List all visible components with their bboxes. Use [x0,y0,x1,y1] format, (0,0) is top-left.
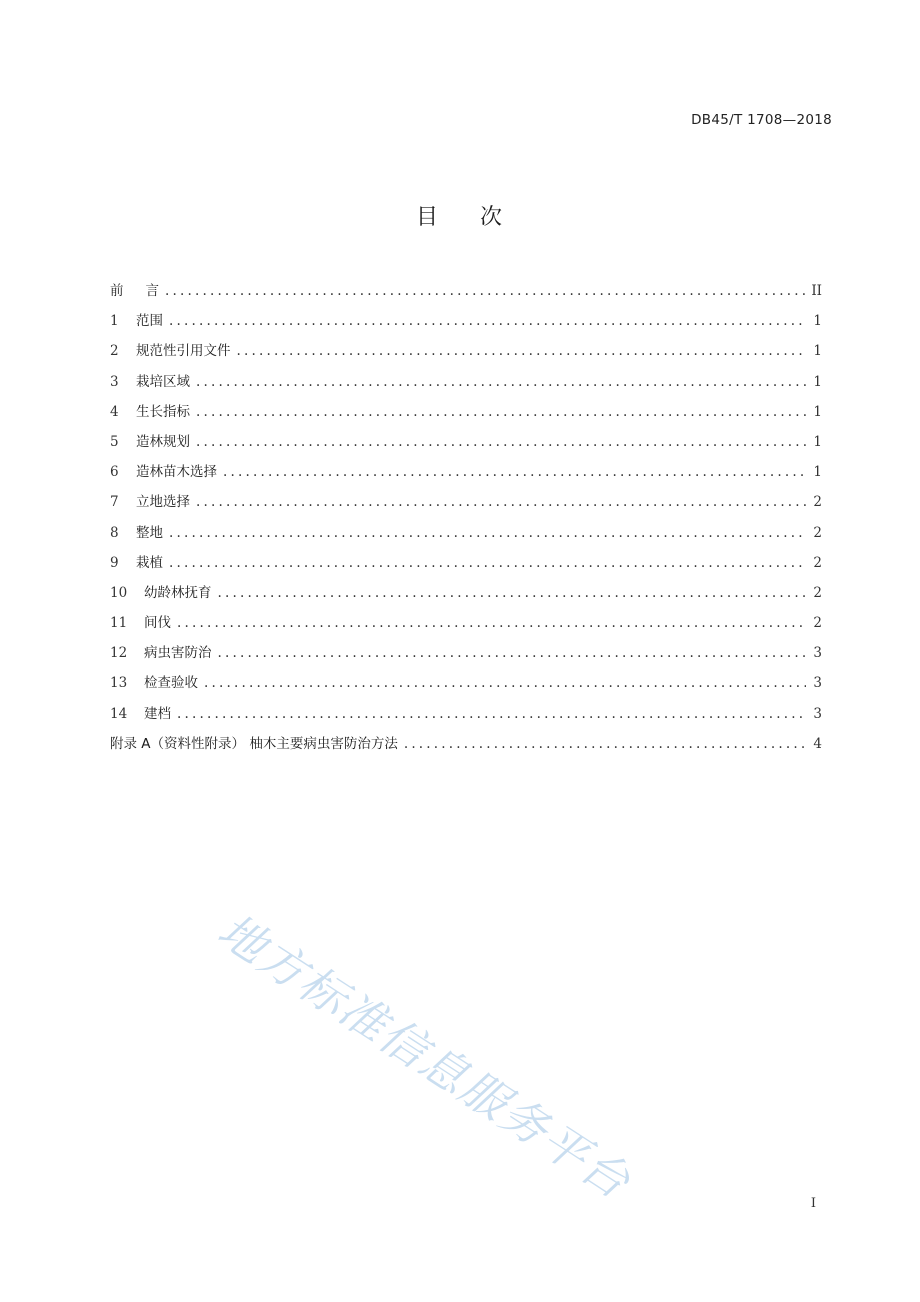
toc-entry-number: 14 [110,705,128,722]
toc-entry-text: 附录 A（资料性附录） 柚木主要病虫害防治方法 [110,735,398,752]
dot-leader [204,668,806,698]
toc-entry-page: 1 [813,313,822,330]
dot-leader [223,457,806,487]
toc-entry-4[interactable] [110,397,822,427]
toc-entry-number: 9 [110,554,119,571]
toc-entry-number: 2 [110,343,119,360]
toc-entry-page: II [811,283,822,299]
table-of-contents [110,276,822,759]
toc-entry-text: 前言 [110,283,181,299]
toc-entry-number: 3 [110,373,119,390]
toc-entry-page: 2 [813,494,822,511]
toc-entry-text: 生长指标 [136,403,190,420]
toc-entry-6[interactable] [110,457,822,487]
toc-entry-number: 11 [110,615,128,632]
watermark: 地方标准信息服务平台 [208,902,641,1210]
toc-entry-number: 8 [110,524,119,541]
page-number: I [810,1196,816,1211]
toc-entry-text: 建档 [144,705,171,722]
toc-entry-page: 1 [813,343,822,360]
toc-entry-13[interactable] [110,668,822,698]
toc-entry-foreword[interactable] [110,276,822,306]
dot-leader [237,336,807,366]
dot-leader [218,638,807,668]
dot-leader [196,487,806,517]
toc-entry-page: 1 [813,464,822,481]
toc-entry-page: 1 [813,433,822,450]
toc-entry-page: 1 [813,373,822,390]
dot-leader [404,729,806,759]
dot-leader [196,367,806,397]
toc-entry-text: 间伐 [144,615,171,632]
toc-entry-text: 栽植 [136,554,163,571]
dot-leader [169,518,806,548]
toc-entry-number: 13 [110,675,128,692]
dot-leader [177,699,806,729]
toc-entry-number: 4 [110,403,119,420]
toc-entry-page: 1 [813,403,822,420]
document-code: DB45/T 1708—2018 [691,112,832,128]
toc-entry-number: 7 [110,494,119,511]
toc-entry-14[interactable] [110,699,822,729]
toc-entry-12[interactable] [110,638,822,668]
dot-leader [196,397,806,427]
title-char-1: 目 [415,205,440,230]
toc-entry-text: 幼龄林抚育 [144,584,212,601]
page-title [0,200,920,231]
title-char-2: 次 [480,205,505,230]
toc-entry-9[interactable] [110,548,822,578]
dot-leader [177,608,806,638]
toc-entry-appendix-a[interactable] [110,729,822,759]
toc-entry-2[interactable] [110,336,822,366]
toc-entry-7[interactable] [110,487,822,517]
toc-entry-page: 3 [813,645,822,662]
dot-leader [165,276,805,306]
toc-entry-page: 2 [813,615,822,632]
toc-entry-text: 栽培区域 [136,373,190,390]
toc-entry-5[interactable] [110,427,822,457]
toc-entry-text: 病虫害防治 [144,645,212,662]
toc-entry-text: 整地 [136,524,163,541]
toc-entry-number: 1 [110,313,119,330]
toc-entry-8[interactable] [110,518,822,548]
toc-entry-text: 立地选择 [136,494,190,511]
toc-entry-number: 12 [110,645,128,662]
toc-entry-text: 检查验收 [144,675,198,692]
toc-entry-page: 2 [813,584,822,601]
toc-entry-3[interactable] [110,367,822,397]
toc-entry-number: 6 [110,464,119,481]
toc-entry-page: 2 [813,524,822,541]
toc-entry-page: 4 [813,735,822,752]
dot-leader [169,548,806,578]
dot-leader [169,306,806,336]
toc-entry-10[interactable] [110,578,822,608]
toc-entry-page: 3 [813,675,822,692]
dot-leader [196,427,806,457]
toc-entry-1[interactable] [110,306,822,336]
dot-leader [218,578,807,608]
toc-entry-text: 造林规划 [136,433,190,450]
toc-entry-text: 造林苗木选择 [136,464,217,481]
toc-entry-number: 5 [110,433,119,450]
toc-entry-text: 范围 [136,313,163,330]
toc-entry-text: 规范性引用文件 [136,343,231,360]
toc-entry-page: 2 [813,554,822,571]
toc-entry-11[interactable] [110,608,822,638]
toc-entry-number: 10 [110,584,128,601]
toc-entry-page: 3 [813,705,822,722]
